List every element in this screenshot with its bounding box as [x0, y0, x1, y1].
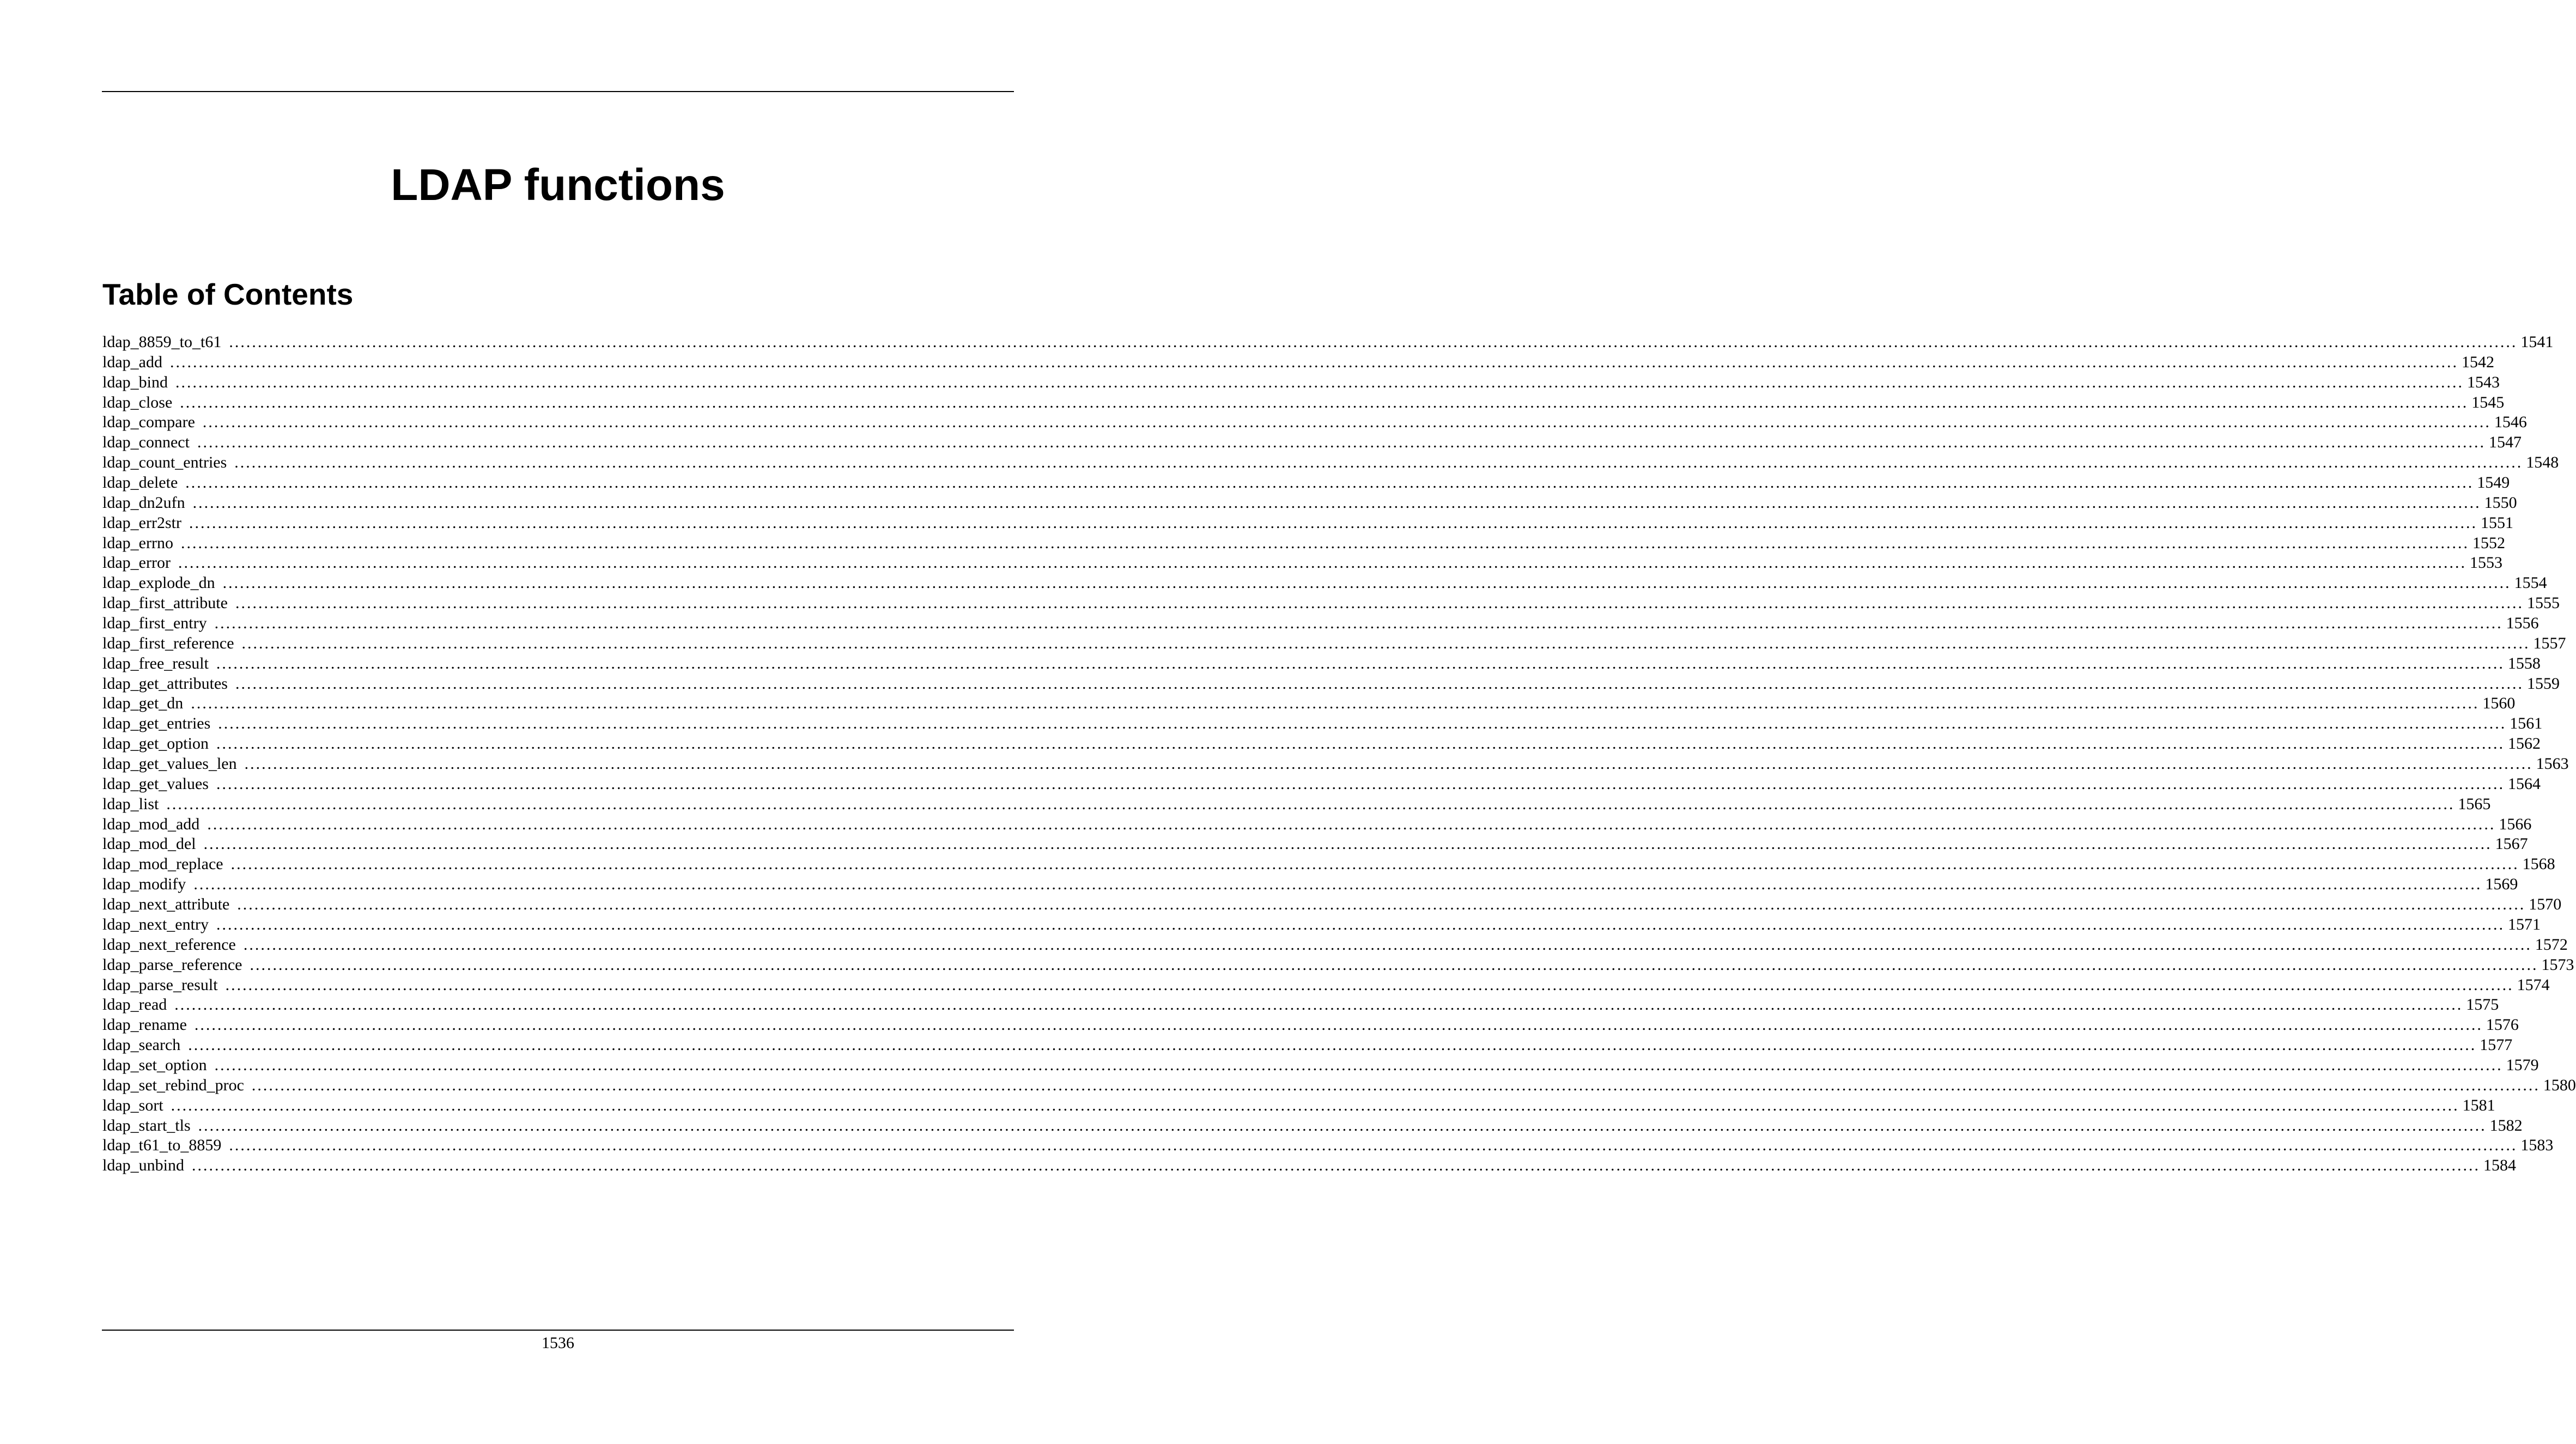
toc-entry-page[interactable]: 1552 — [2472, 533, 2505, 552]
toc-entry-name[interactable]: ldap_mod_add — [102, 815, 200, 833]
dot-leader: ................................................................................................................................................................................................................................................................................................................................................................................................................ — [229, 333, 2518, 351]
toc-entry[interactable] — [102, 714, 2543, 734]
toc-entry-page[interactable]: 1580 — [2543, 1076, 2576, 1094]
toc-entry-name[interactable]: ldap_errno — [102, 533, 173, 552]
toc-entry-name[interactable]: ldap_add — [102, 353, 162, 371]
toc-entry-name[interactable]: ldap_start_tls — [102, 1116, 191, 1134]
dot-leader: ................................................................................................................................................................................................................................................................................................................................................................................................................ — [180, 533, 2469, 552]
dot-leader: ................................................................................................................................................................................................................................................................................................................................................................................................................ — [174, 996, 2463, 1014]
toc-entry[interactable] — [102, 815, 2532, 835]
toc-entry[interactable] — [102, 854, 2555, 875]
dot-leader: ................................................................................................................................................................................................................................................................................................................................................................................................................ — [180, 393, 2469, 411]
toc-entry-page[interactable]: 1581 — [2462, 1096, 2495, 1114]
dot-leader: ................................................................................................................................................................................................................................................................................................................................................................................................................ — [166, 794, 2455, 813]
toc-entry[interactable] — [102, 935, 2568, 955]
toc-entry-name[interactable]: ldap_explode_dn — [102, 574, 215, 592]
dot-leader: ................................................................................................................................................................................................................................................................................................................................................................................................................ — [225, 975, 2514, 994]
toc-entry[interactable] — [102, 373, 2500, 393]
toc-entry[interactable] — [102, 473, 2510, 493]
toc-entry-page[interactable]: 1575 — [2466, 996, 2499, 1014]
toc-entry-name[interactable]: ldap_rename — [102, 1016, 187, 1034]
header-rule — [102, 91, 1014, 92]
toc-entry-page[interactable]: 1543 — [2467, 373, 2500, 391]
toc-entry[interactable] — [102, 1015, 2519, 1035]
toc-entry[interactable] — [102, 1156, 2516, 1176]
dot-leader: ................................................................................................................................................................................................................................................................................................................................................................................................................ — [202, 413, 2491, 432]
toc-entry[interactable] — [102, 875, 2518, 895]
dot-leader: ................................................................................................................................................................................................................................................................................................................................................................................................................ — [243, 935, 2532, 954]
toc-entry[interactable] — [102, 955, 2574, 975]
toc-entry[interactable] — [102, 1035, 2513, 1055]
toc-entry[interactable] — [102, 774, 2541, 794]
dot-leader: ................................................................................................................................................................................................................................................................................................................................................................................................................ — [189, 513, 2477, 532]
toc-entry-name[interactable]: ldap_set_rebind_proc — [102, 1076, 244, 1094]
dot-leader: ................................................................................................................................................................................................................................................................................................................................................................................................................ — [178, 554, 2466, 572]
dot-leader: ................................................................................................................................................................................................................................................................................................................................................................................................................ — [216, 774, 2505, 793]
toc-entry-name[interactable]: ldap_first_entry — [102, 614, 207, 633]
toc-entry[interactable] — [102, 834, 2528, 854]
toc-entry-page[interactable]: 1555 — [2526, 594, 2560, 612]
dot-leader: ................................................................................................................................................................................................................................................................................................................................................................................................................ — [194, 1016, 2483, 1034]
toc-entry-page[interactable]: 1577 — [2480, 1036, 2513, 1054]
toc-entry-name[interactable]: ldap_set_option — [102, 1055, 207, 1074]
dot-leader: ................................................................................................................................................................................................................................................................................................................................................................................................................ — [222, 574, 2511, 592]
toc-entry-page[interactable]: 1546 — [2494, 413, 2527, 432]
dot-leader: ................................................................................................................................................................................................................................................................................................................................................................................................................ — [237, 895, 2526, 914]
toc-entry-page[interactable]: 1576 — [2486, 1016, 2519, 1034]
toc-entry[interactable] — [102, 573, 2547, 593]
dot-leader: ................................................................................................................................................................................................................................................................................................................................................................................................................ — [216, 654, 2505, 672]
toc-entry-page[interactable]: 1549 — [2477, 474, 2510, 492]
toc-entry[interactable] — [102, 694, 2516, 714]
dot-leader: ................................................................................................................................................................................................................................................................................................................................................................................................................ — [198, 1116, 2487, 1134]
toc-entry-name[interactable]: ldap_first_reference — [102, 634, 234, 652]
toc-entry-page[interactable]: 1559 — [2526, 674, 2560, 693]
page-number: 1536 — [542, 1334, 574, 1352]
toc-entry-page[interactable]: 1557 — [2533, 634, 2566, 652]
dot-leader: ................................................................................................................................................................................................................................................................................................................................................................................................................ — [171, 1096, 2459, 1114]
toc-entry[interactable] — [102, 433, 2522, 453]
toc-entry[interactable] — [102, 353, 2494, 373]
toc-entry-page[interactable]: 1554 — [2514, 574, 2547, 592]
toc-entry-page[interactable]: 1574 — [2517, 975, 2550, 994]
dot-leader: ................................................................................................................................................................................................................................................................................................................................................................................................................ — [175, 373, 2464, 391]
toc-entry[interactable] — [102, 332, 2554, 353]
dot-leader: ................................................................................................................................................................................................................................................................................................................................................................................................................ — [216, 915, 2505, 933]
dot-leader: ................................................................................................................................................................................................................................................................................................................................................................................................................ — [192, 1156, 2480, 1175]
toc-entry[interactable] — [102, 553, 2502, 573]
toc-entry-page[interactable]: 1558 — [2507, 654, 2541, 672]
toc-entry[interactable] — [102, 1076, 2576, 1096]
toc-entry-name[interactable]: ldap_delete — [102, 474, 178, 492]
toc-entry[interactable] — [102, 634, 2566, 654]
dot-leader: ................................................................................................................................................................................................................................................................................................................................................................................................................ — [197, 433, 2486, 452]
toc-entry[interactable] — [102, 412, 2527, 433]
toc-entry-page[interactable]: 1542 — [2461, 353, 2494, 371]
toc-entry-name[interactable]: ldap_get_values — [102, 774, 209, 793]
toc-entry[interactable] — [102, 614, 2539, 634]
toc-entry-page[interactable]: 1548 — [2526, 453, 2559, 472]
dot-leader: ................................................................................................................................................................................................................................................................................................................................................................................................................ — [235, 674, 2524, 693]
toc-entry-page[interactable]: 1565 — [2458, 794, 2491, 813]
toc-entry[interactable] — [102, 393, 2505, 413]
dot-leader: ................................................................................................................................................................................................................................................................................................................................................................................................................ — [169, 353, 2458, 371]
toc-entry-page[interactable]: 1584 — [2483, 1156, 2516, 1175]
toc-entry-name[interactable]: ldap_error — [102, 554, 171, 572]
toc-entry-page[interactable]: 1561 — [2510, 714, 2543, 733]
toc-entry-name[interactable]: ldap_8859_to_t61 — [102, 333, 222, 351]
dot-leader: ................................................................................................................................................................................................................................................................................................................................................................................................................ — [229, 1136, 2518, 1155]
toc-entry[interactable] — [102, 1055, 2539, 1076]
toc-entry[interactable] — [102, 674, 2560, 694]
toc-entry-page[interactable]: 1572 — [2535, 935, 2568, 954]
toc-entry-page[interactable]: 1563 — [2536, 755, 2569, 773]
toc-entry-page[interactable]: 1556 — [2506, 614, 2539, 633]
toc-entry-name[interactable]: ldap_mod_del — [102, 835, 196, 853]
toc-entry-name[interactable]: ldap_compare — [102, 413, 195, 432]
toc-entry[interactable] — [102, 533, 2505, 554]
toc-entry-page[interactable]: 1566 — [2499, 815, 2532, 833]
toc-entry-page[interactable]: 1560 — [2482, 694, 2516, 713]
toc-entry-page[interactable]: 1573 — [2541, 955, 2574, 974]
toc-list — [102, 332, 2576, 1176]
toc-entry[interactable] — [102, 453, 2559, 473]
dot-leader: ................................................................................................................................................................................................................................................................................................................................................................................................................ — [244, 755, 2533, 773]
toc-entry-page[interactable]: 1550 — [2484, 493, 2517, 512]
dot-leader: ................................................................................................................................................................................................................................................................................................................................................................................................................ — [214, 1055, 2503, 1074]
toc-entry-page[interactable]: 1562 — [2507, 735, 2541, 753]
dot-leader: ................................................................................................................................................................................................................................................................................................................................................................................................................ — [192, 493, 2481, 512]
dot-leader: ................................................................................................................................................................................................................................................................................................................................................................................................................ — [234, 453, 2523, 472]
dot-leader: ................................................................................................................................................................................................................................................................................................................................................................................................................ — [241, 634, 2530, 652]
toc-entry-page[interactable]: 1568 — [2522, 855, 2555, 873]
toc-entry-name[interactable]: ldap_parse_reference — [102, 955, 242, 974]
toc-entry-name[interactable]: ldap_get_attributes — [102, 674, 228, 693]
dot-leader: ................................................................................................................................................................................................................................................................................................................................................................................................................ — [203, 835, 2492, 853]
toc-entry-name[interactable]: ldap_dn2ufn — [102, 493, 185, 512]
toc-entry-name[interactable]: ldap_next_attribute — [102, 895, 230, 914]
toc-entry-name[interactable]: ldap_count_entries — [102, 453, 227, 472]
toc-entry-page[interactable]: 1570 — [2529, 895, 2562, 914]
toc-entry[interactable] — [102, 995, 2499, 1015]
toc-entry-name[interactable]: ldap_get_option — [102, 735, 209, 753]
toc-entry[interactable] — [102, 754, 2569, 774]
toc-entry-name[interactable]: ldap_get_entries — [102, 714, 211, 733]
toc-entry-page[interactable]: 1551 — [2480, 513, 2513, 532]
toc-heading: Table of Contents — [102, 277, 354, 311]
toc-entry-page[interactable]: 1564 — [2507, 774, 2541, 793]
toc-entry-name[interactable]: ldap_close — [102, 393, 173, 411]
toc-entry-name[interactable]: ldap_next_reference — [102, 935, 236, 954]
toc-entry[interactable] — [102, 513, 2513, 533]
dot-leader: ................................................................................................................................................................................................................................................................................................................................................................................................................ — [218, 714, 2507, 733]
dot-leader: ................................................................................................................................................................................................................................................................................................................................................................................................................ — [207, 815, 2496, 833]
toc-entry-name[interactable]: ldap_bind — [102, 373, 168, 391]
toc-entry[interactable] — [102, 975, 2550, 996]
toc-entry-page[interactable]: 1569 — [2485, 875, 2518, 894]
toc-entry[interactable] — [102, 493, 2517, 513]
toc-entry-name[interactable]: ldap_read — [102, 996, 167, 1014]
dot-leader: ................................................................................................................................................................................................................................................................................................................................................................................................................ — [250, 955, 2538, 974]
toc-entry[interactable] — [102, 593, 2560, 614]
dot-leader: ................................................................................................................................................................................................................................................................................................................................................................................................................ — [216, 735, 2505, 753]
dot-leader: ................................................................................................................................................................................................................................................................................................................................................................................................................ — [193, 875, 2482, 894]
dot-leader: ................................................................................................................................................................................................................................................................................................................................................................................................................ — [251, 1076, 2540, 1094]
toc-entry-name[interactable]: ldap_get_values_len — [102, 755, 237, 773]
toc-entry[interactable] — [102, 895, 2562, 915]
toc-entry-page[interactable]: 1567 — [2495, 835, 2528, 853]
toc-entry-name[interactable]: ldap_next_entry — [102, 915, 209, 933]
toc-entry-name[interactable]: ldap_modify — [102, 875, 186, 894]
toc-entry-name[interactable]: ldap_list — [102, 794, 159, 813]
dot-leader: ................................................................................................................................................................................................................................................................................................................................................................................................................ — [230, 855, 2519, 873]
toc-entry-page[interactable]: 1553 — [2469, 554, 2502, 572]
toc-entry-page[interactable]: 1545 — [2471, 393, 2505, 411]
toc-entry[interactable] — [102, 1096, 2495, 1116]
toc-entry[interactable] — [102, 1136, 2554, 1156]
toc-entry-name[interactable]: ldap_connect — [102, 433, 190, 452]
toc-entry-name[interactable]: ldap_unbind — [102, 1156, 184, 1175]
dot-leader: ................................................................................................................................................................................................................................................................................................................................................................................................................ — [235, 594, 2524, 612]
dot-leader: ................................................................................................................................................................................................................................................................................................................................................................................................................ — [191, 694, 2480, 713]
toc-entry-name[interactable]: ldap_parse_result — [102, 975, 218, 994]
dot-leader: ................................................................................................................................................................................................................................................................................................................................................................................................................ — [214, 614, 2503, 633]
toc-entry-page[interactable]: 1541 — [2520, 333, 2554, 351]
toc-entry-name[interactable]: ldap_sort — [102, 1096, 163, 1114]
page-title: LDAP functions — [391, 160, 725, 210]
toc-entry-page[interactable]: 1583 — [2520, 1136, 2554, 1155]
toc-entry-name[interactable]: ldap_first_attribute — [102, 594, 228, 612]
toc-entry-name[interactable]: ldap_search — [102, 1036, 181, 1054]
toc-entry-name[interactable]: ldap_get_dn — [102, 694, 184, 713]
toc-entry[interactable] — [102, 734, 2541, 754]
toc-entry-page[interactable]: 1582 — [2489, 1116, 2523, 1134]
toc-entry[interactable] — [102, 915, 2541, 935]
footer-rule — [102, 1330, 1014, 1331]
dot-leader: ................................................................................................................................................................................................................................................................................................................................................................................................................ — [185, 474, 2474, 492]
toc-entry[interactable] — [102, 794, 2491, 815]
toc-entry-page[interactable]: 1547 — [2488, 433, 2522, 452]
toc-entry[interactable] — [102, 654, 2541, 674]
toc-entry-name[interactable]: ldap_free_result — [102, 654, 209, 672]
toc-entry-name[interactable]: ldap_err2str — [102, 513, 181, 532]
toc-entry-name[interactable]: ldap_t61_to_8859 — [102, 1136, 222, 1155]
toc-entry[interactable] — [102, 1116, 2523, 1136]
toc-entry-name[interactable]: ldap_mod_replace — [102, 855, 223, 873]
dot-leader: ................................................................................................................................................................................................................................................................................................................................................................................................................ — [188, 1036, 2477, 1054]
toc-entry-page[interactable]: 1579 — [2506, 1055, 2539, 1074]
toc-entry-page[interactable]: 1571 — [2507, 915, 2541, 933]
